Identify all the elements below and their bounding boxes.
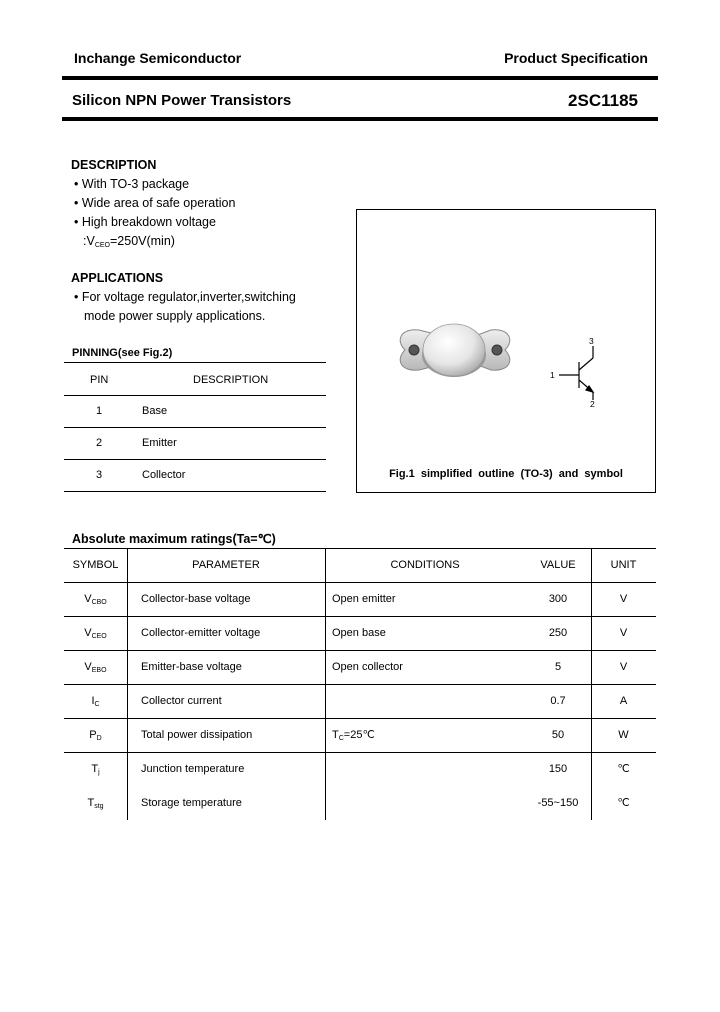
symbol-vcbo: $V_{CBO}$ (84, 593, 107, 606)
unit-text: ℃ (617, 763, 630, 775)
part-number: 2SC1185 (568, 91, 638, 110)
pin-desc: Base (142, 405, 168, 417)
value-text: 5 (554, 661, 562, 673)
value-text: -55~150 (537, 797, 579, 809)
pin-label-emitter: 2 (590, 399, 595, 409)
description-bullet-2: • Wide area of safe operation (74, 196, 236, 210)
pin-label-base: 1 (550, 370, 555, 380)
figure-caption: Fig.1 simplified outline (TO-3) and symbol (389, 468, 623, 480)
symbol-tj: $T_j$ (91, 763, 100, 776)
condition-text: Open emitter (332, 593, 396, 605)
pin-number: 3 (96, 469, 103, 481)
col-conditions: CONDITIONS (390, 559, 460, 571)
header-rule-top (62, 76, 658, 80)
col-value: VALUE (540, 559, 576, 571)
pin-number: 1 (96, 405, 103, 417)
param-text: Collector current (141, 695, 222, 707)
vceo-spec: $:V_{CEO}=250V(\min)$ (83, 234, 175, 249)
param-text: Junction temperature (141, 763, 245, 775)
unit-text: A (619, 695, 628, 707)
param-text: Collector-emitter voltage (141, 627, 261, 639)
symbol-ic: $I_C$ (91, 695, 100, 708)
param-text: Total power dissipation (141, 729, 253, 741)
symbol-tstg: $T_{stg}$ (87, 797, 104, 810)
product-line: Silicon NPN Power Transistors (72, 92, 292, 109)
header-rule-bottom (62, 117, 658, 121)
applications-heading: APPLICATIONS (71, 271, 164, 285)
application-line-2: mode power supply applications. (84, 309, 266, 323)
pinning-heading: PINNING(see Fig.2) (72, 347, 173, 359)
description-bullet-1: • With TO-3 package (74, 177, 190, 191)
unit-text: ℃ (617, 797, 630, 809)
value-text: 0.7 (550, 695, 566, 707)
value-text: 50 (551, 729, 565, 741)
pin-col-header: PIN (90, 374, 109, 386)
pin-number: 2 (96, 437, 103, 449)
value-text: 150 (548, 763, 568, 775)
condition-text: Open collector (332, 661, 403, 673)
unit-text: V (619, 661, 628, 673)
col-parameter: PARAMETER (192, 559, 260, 571)
param-text: Collector-base voltage (141, 593, 251, 605)
desc-col-header: DESCRIPTION (193, 374, 269, 386)
symbol-vceo: $V_{CEO}$ (84, 627, 107, 640)
applications-list (74, 288, 296, 326)
param-text: Emitter-base voltage (141, 661, 242, 673)
unit-text: V (619, 627, 628, 639)
description-bullet-3: • High breakdown voltage (74, 215, 216, 229)
company-name: Inchange Semiconductor (74, 50, 242, 66)
description-list (74, 175, 235, 255)
pin-desc: Collector (142, 469, 186, 481)
pin-desc: Emitter (142, 437, 177, 449)
unit-text: V (619, 593, 628, 605)
symbol-vebo: $V_{EBO}$ (84, 661, 107, 674)
npn-transistor-symbol (559, 346, 593, 400)
unit-text: W (618, 729, 629, 741)
description-heading: DESCRIPTION (71, 158, 157, 172)
value-text: 250 (548, 627, 568, 639)
pin-label-collector: 3 (589, 336, 594, 346)
condition-text: $T_C=25℃$ (332, 729, 375, 742)
figure-box (356, 209, 656, 493)
value-text: 300 (548, 593, 568, 605)
param-text: Storage temperature (141, 797, 242, 809)
doc-type: Product Specification (504, 50, 648, 66)
col-unit: UNIT (610, 559, 637, 571)
application-line-1: • For voltage regulator,inverter,switching (74, 290, 296, 304)
ratings-heading: Absolute maximum ratings(Ta=℃) (72, 532, 276, 546)
to3-package-image (400, 324, 510, 377)
col-symbol: SYMBOL (72, 559, 119, 571)
condition-text: Open base (332, 627, 386, 639)
figure-drawing (357, 210, 655, 492)
symbol-pd: $P_D$ (89, 729, 102, 742)
